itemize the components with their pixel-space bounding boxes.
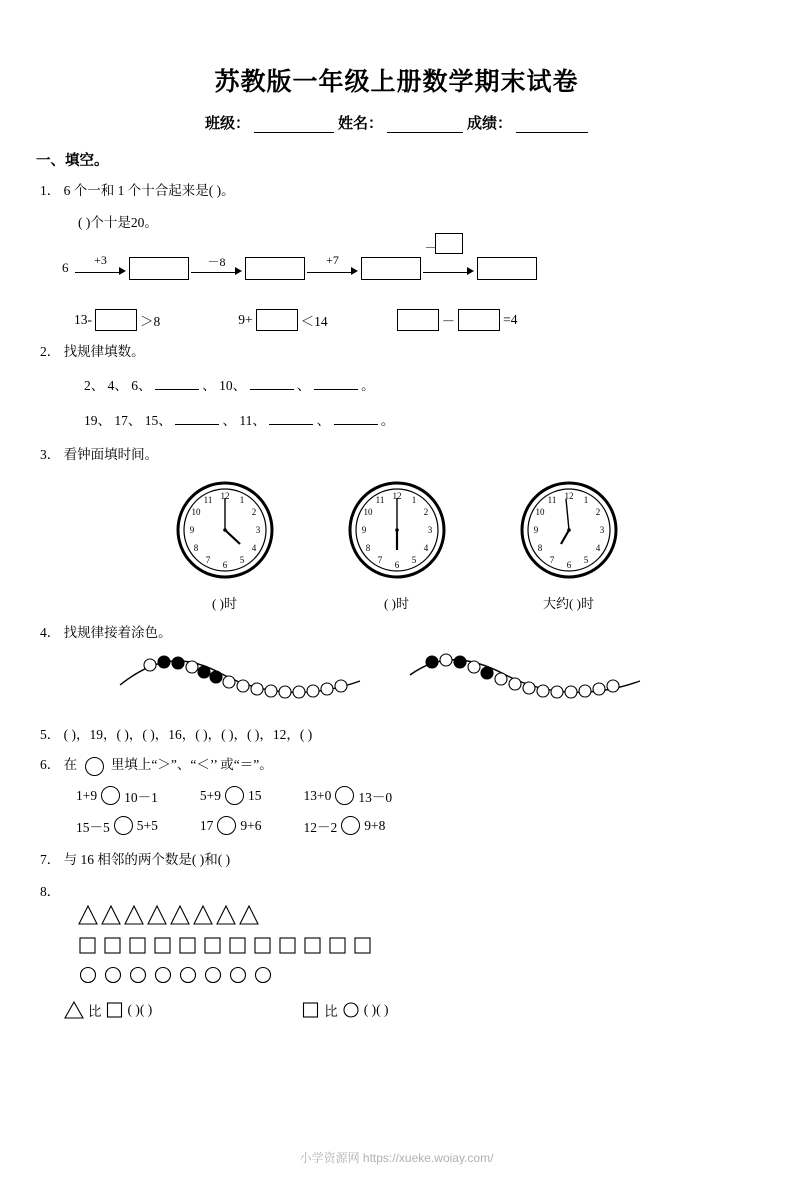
question-5-text: ( )，19，( )，( )，16，( )，( )，( )，12，( ) [63,727,313,743]
svg-text:1: 1 [583,494,588,505]
cmp-2-right: 15 [248,787,262,803]
inequality-3-mid: － [441,314,456,330]
svg-text:5: 5 [239,554,244,565]
flow-answer-box-4[interactable] [477,257,537,280]
question-6-row-2 [76,816,793,836]
question-4-bead-patterns [0,651,793,717]
q2-r2-f: 、 [316,413,331,429]
q2-r1-g: 。 [361,377,375,393]
q2-r2-d: 、 [222,413,236,429]
flow-op-1: +3 [94,253,107,268]
clock-1-wrap [175,480,275,612]
inequality-3 [394,309,518,331]
clock-2-caption: ( )时 [384,595,409,611]
inequality-1 [74,309,160,331]
flow-answer-box-3[interactable] [361,257,421,280]
circle-icon [342,1001,360,1019]
question-7-number: 7． [40,851,61,867]
svg-text:4: 4 [595,542,600,553]
q2-r1-blank-2[interactable] [250,376,294,390]
question-6-row-1 [76,786,793,806]
cmp-1-left: 1+9 [76,787,98,803]
question-5 [40,723,793,743]
question-1-line1: 6 个一和 1 个十合起来是( )。 [63,183,235,198]
question-6 [40,753,793,775]
question-6-text-a: 在 [63,757,78,773]
q2-r1-blank-3[interactable] [314,376,358,390]
flow-op-2: －8 [207,255,226,270]
cmp-4-circle[interactable] [114,816,133,835]
cmp-4 [76,816,158,836]
svg-text:9: 9 [533,524,538,535]
cmp-3 [304,786,393,806]
compare-right-verb: 比 [324,1003,338,1019]
svg-text:9: 9 [189,524,194,535]
svg-text:7: 7 [377,554,382,565]
cmp-5 [200,816,262,835]
question-1-inequalities [74,309,793,331]
q2-r1-a: 2、 [84,377,105,393]
cmp-2-left: 5+9 [199,787,221,803]
question-5-number: 5． [40,727,61,743]
cmp-6 [304,816,386,836]
svg-text:2: 2 [423,506,428,517]
clock-2-wrap [347,480,447,612]
question-7 [40,848,793,868]
clock-face-icon [175,480,275,580]
question-4-text: 找规律接着涂色。 [63,624,172,640]
student-info-line [0,112,793,133]
class-input-blank[interactable] [254,118,334,133]
flow-op-4: － [424,241,437,256]
svg-text:10: 10 [535,506,544,517]
clock-3-caption: 大约( )时 [543,595,594,611]
svg-text:12: 12 [564,490,573,501]
question-6-sample-circle[interactable] [85,757,104,776]
cmp-3-left: 13+0 [303,787,332,803]
question-3-number: 3． [40,447,61,463]
q2-r2-g: 。 [380,413,395,429]
name-label: 姓名： [337,116,383,132]
inequality-1-box[interactable] [95,309,137,331]
compare-right [302,1000,388,1020]
question-1-line2: ( )个十是20。 [78,214,158,230]
question-2-row-1 [84,373,793,399]
q2-r2-blank-2[interactable] [269,411,313,425]
cmp-5-circle[interactable] [217,816,236,835]
compare-right-blanks[interactable]: ( )( ) [363,1001,389,1017]
inequality-3-box-a[interactable] [397,309,439,331]
cmp-6-left: 12－2 [303,819,338,835]
inequality-2-left: 9+ [238,312,253,328]
clock-face-icon [519,480,619,580]
flow-answer-box-1[interactable] [129,257,189,280]
cmp-5-right: 9+6 [240,817,262,833]
clock-1-caption: ( )时 [212,595,237,611]
cmp-4-left: 15－5 [76,819,110,835]
svg-text:8: 8 [365,542,370,553]
score-label: 成绩： [467,116,513,132]
exam-page [0,62,793,1184]
flow-arrow-1 [75,253,127,279]
svg-text:3: 3 [599,524,604,535]
compare-left [64,1000,152,1020]
q2-r1-blank-1[interactable] [155,376,199,390]
svg-text:8: 8 [537,542,542,553]
question-2-row-2 [84,408,793,434]
svg-text:10: 10 [363,506,372,517]
svg-text:3: 3 [427,524,432,535]
svg-text:6: 6 [394,559,399,570]
q2-r2-b: 17、 [114,413,142,429]
svg-text:9: 9 [361,524,366,535]
svg-text:7: 7 [205,554,210,565]
question-2 [40,341,793,363]
triangle-row [78,902,793,928]
svg-text:4: 4 [423,542,428,553]
cmp-1-right: 10－1 [124,789,158,805]
svg-text:6: 6 [222,559,227,570]
q2-r2-blank-1[interactable] [175,411,219,425]
svg-text:12: 12 [220,490,229,501]
q2-r1-e: 10、 [219,377,247,393]
square-icons [78,935,458,955]
inequality-3-right: =4 [503,312,518,328]
triangle-icon [64,1001,84,1019]
svg-text:4: 4 [251,542,256,553]
svg-text:2: 2 [251,506,256,517]
cmp-5-left: 17 [199,817,214,833]
svg-text:11: 11 [203,494,212,505]
cmp-1-circle[interactable] [101,786,120,805]
question-4-number: 4． [40,624,61,640]
question-2-text: 找规律填数。 [63,344,145,360]
svg-text:11: 11 [375,494,384,505]
svg-text:8: 8 [193,542,198,553]
inequality-2-right: ＜14 [300,314,328,330]
section-heading-fill-blanks: 一、填空。 [36,153,109,169]
footer-watermark [0,1149,793,1166]
q2-r1-c: 6、 [131,377,152,393]
clock-face-icon [347,480,447,580]
inequality-2 [238,309,327,331]
cmp-2 [200,786,262,805]
cmp-4-right: 5+5 [136,817,158,833]
question-4 [40,622,793,644]
inequality-3-box-b[interactable] [458,309,500,331]
circle-row [78,962,793,988]
svg-text:7: 7 [549,554,554,565]
inequality-1-left: 13- [74,312,92,328]
page-title: 苏教版一年级上册数学期末试卷 [214,69,579,96]
triangle-icons [78,904,398,926]
question-6-text-b: 里填上“＞”、“＜’’ 或“＝”。 [110,757,273,773]
flow-start-value: 6 [62,260,69,276]
flow-answer-box-2[interactable] [245,257,305,280]
question-1 [40,180,793,202]
score-input-blank[interactable] [516,118,588,133]
q2-r2-a: 19、 [84,413,111,429]
question-7-text: 与 16 相邻的两个数是( )和( ) [63,851,231,867]
question-6-number: 6． [40,757,61,773]
cmp-1 [76,786,158,806]
compare-left-blanks[interactable]: ( )( ) [127,1001,153,1017]
svg-text:10: 10 [191,506,200,517]
cmp-2-circle[interactable] [225,786,244,805]
question-8-number: 8． [40,883,61,899]
question-3 [40,444,793,466]
circle-icons [78,965,398,985]
footer-text: 小学资源网 https://xueke.woiay.com/ [299,1151,494,1165]
svg-text:3: 3 [255,524,260,535]
compare-left-verb: 比 [88,1003,102,1019]
q2-r2-c: 15、 [144,413,172,429]
cmp-6-circle[interactable] [341,816,360,835]
question-3-clocks [0,480,793,612]
clock-3-wrap [519,480,619,612]
flow-arrow-3 [307,253,359,279]
cmp-3-right: 13－0 [358,789,393,805]
svg-text:6: 6 [566,559,571,570]
cmp-6-right: 9+8 [364,817,386,833]
question-8-compare [64,1000,793,1020]
svg-text:1: 1 [239,494,244,505]
flow-arrow-2 [191,257,243,279]
question-1-flow-chart [62,241,793,291]
svg-text:12: 12 [392,490,401,501]
flow-arrow-4 [423,241,475,279]
square-icon [106,1001,124,1019]
flow-op-3: +7 [326,253,339,268]
cmp-3-circle[interactable] [335,786,354,805]
question-3-text: 看钟面填时间。 [63,447,159,463]
flow-op-box-4[interactable] [435,233,463,254]
square-icon [302,1001,320,1019]
class-label: 班级： [204,116,250,132]
q2-r1-f: 、 [296,377,311,393]
bead-pattern-svg [110,651,710,715]
q2-r1-d: 、 [202,377,216,393]
q2-r2-e: 11、 [239,413,266,429]
q2-r1-b: 4、 [107,377,128,393]
svg-text:5: 5 [583,554,588,565]
question-8-shapes [78,902,793,988]
question-8 [40,880,793,900]
q2-r2-blank-3[interactable] [334,411,378,425]
inequality-1-right: ＞8 [140,314,161,330]
svg-text:2: 2 [595,506,600,517]
square-row [78,932,793,958]
question-2-number: 2． [40,344,61,360]
question-1-number: 1． [40,183,61,198]
svg-text:5: 5 [411,554,416,565]
svg-text:11: 11 [547,494,556,505]
svg-text:1: 1 [411,494,416,505]
inequality-2-box[interactable] [256,309,298,331]
name-input-blank[interactable] [387,118,463,133]
